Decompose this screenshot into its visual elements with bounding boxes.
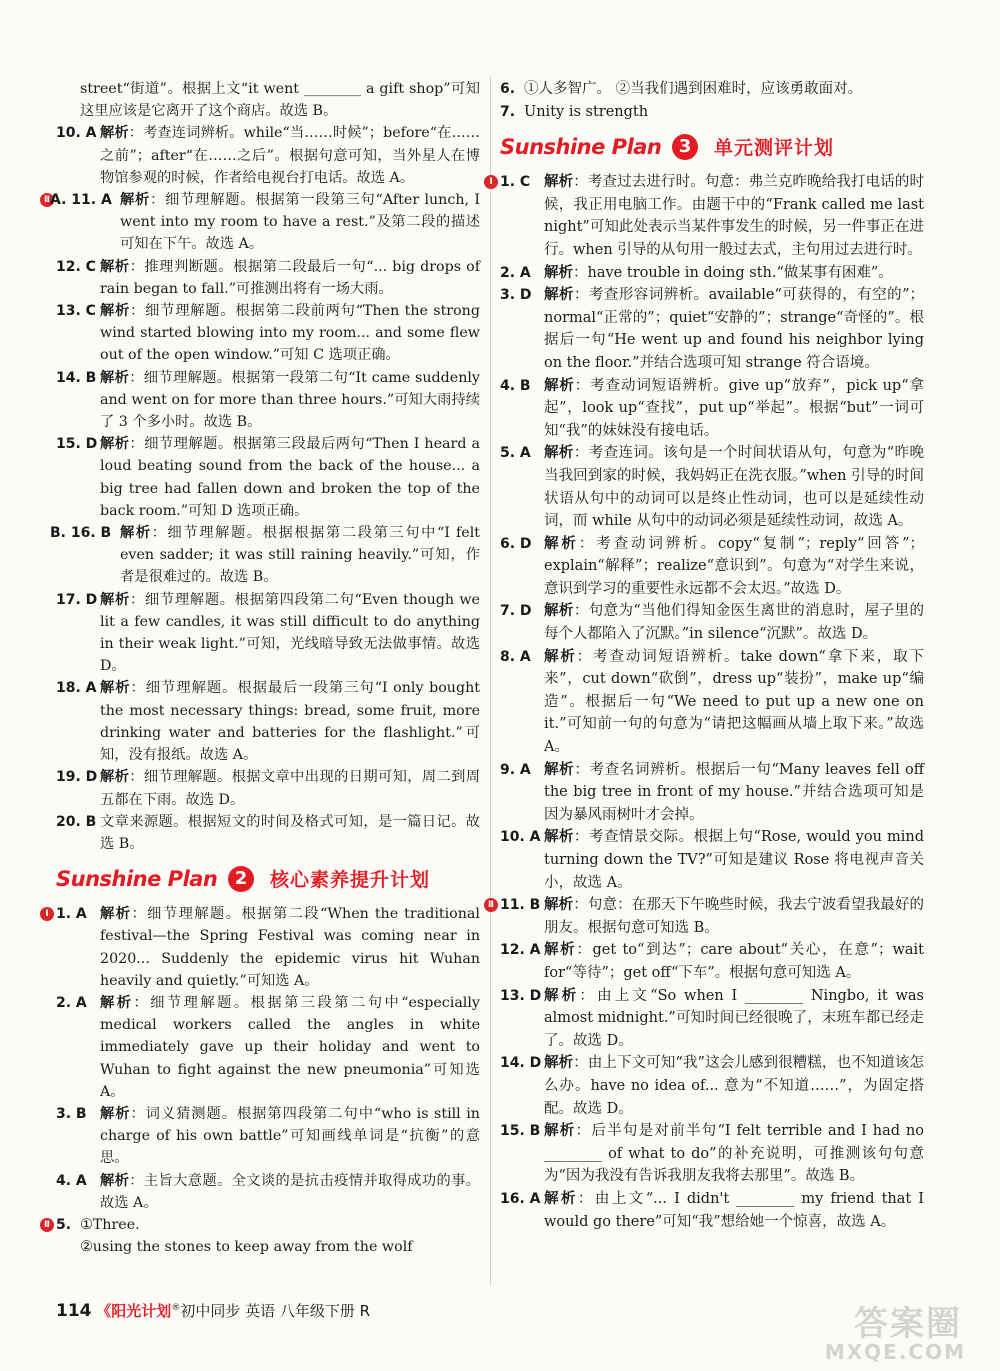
section-brand: Sunshine Plan: [56, 867, 218, 892]
answer-text: ：句意：在那天下午晚些时候，我去宁波看望我最好的朋友。根据句意可知选 B。: [544, 897, 925, 936]
analysis-label: 解析: [544, 287, 574, 304]
answer-item: [500, 533, 924, 601]
answer-item: [500, 1188, 924, 1233]
question-number: 8. A: [500, 648, 531, 665]
answer-item: [500, 985, 924, 1053]
answer-item: [500, 939, 924, 984]
answer-text: ：细节理解题。根据第一段第三句“After lunch, I went into my room to have a rest.”及第二段的描述可知在下午。故选 A。: [120, 192, 480, 253]
analysis-label: 解析: [544, 1190, 578, 1207]
question-number: 12. A: [500, 942, 541, 959]
part-marker-icon: Ⅰ: [40, 907, 54, 921]
answer-text: ：细节理解题。根据第一段第二句“It came suddenly and went on for more than three hours.”可知大雨持续了 3 个多小时。故选 B。: [100, 369, 480, 431]
answer-text: ：考查连词辨析。while“当……时候”；before“在……之前”；after“在……之后”。根据句意可知，当外星人在博物馆参观的时候，作者给电视台打电话。故选 A。: [100, 125, 480, 186]
question-number: 13. C: [56, 303, 96, 320]
question-number: 7. D: [500, 603, 532, 620]
answer-item: [500, 375, 924, 443]
left-column: [44, 78, 480, 1258]
analysis-label: 解析: [544, 1123, 576, 1140]
column-divider: [490, 76, 491, 1286]
answer-item: [500, 442, 924, 532]
answer-item: [500, 1052, 924, 1120]
analysis-label: 解析: [100, 369, 130, 386]
question-number: 15. D: [56, 436, 98, 453]
question-number: 3. B: [56, 1105, 87, 1122]
answer-text: ：考查名词辨析。根据后一句“Many leaves fell off the big tree in front of my house.”并结合选项可知是因为暴风雨树叶才会掉。: [544, 761, 925, 823]
answer-item: [56, 992, 480, 1103]
analysis-label: 解析: [544, 264, 573, 281]
question-number: 17. D: [56, 591, 98, 608]
answer-text: ：细节理解题。根据第二段前两句“Then the strong wind started blowing into my room... and some flew out of the open window.”可知 C 选项正确。: [100, 303, 480, 364]
footer-brand: 阳光计划: [111, 1302, 172, 1320]
question-number: 18. A: [56, 680, 97, 697]
answer-item: [44, 189, 480, 256]
question-number: 6.: [500, 81, 516, 97]
question-number: 1. A: [56, 906, 87, 923]
answer-item: [488, 894, 925, 939]
answer-text: ：细节理解题。根据第三段最后两句“Then I heard a loud beating sound from the back of the house... a big tree had fallen down and broken the top of the back room.”可知 D 选项正确。: [100, 436, 480, 519]
answer-item: [500, 78, 924, 101]
answer-text: ：细节理解题。根据文章中出现的日期可知，周二到周五都在下雨。故选 D。: [100, 769, 480, 808]
right-column: [488, 78, 925, 1233]
analysis-label: 解析: [100, 125, 129, 142]
answer-item: [56, 811, 480, 855]
answer-item: [500, 262, 924, 285]
analysis-label: 解析: [544, 942, 577, 959]
analysis-label: 解析: [544, 648, 577, 665]
question-number: B. 16. B: [50, 525, 112, 542]
answer-text: ：考查情景交际。根据上句“Rose, would you mind turning down the TV?”可知是建议 Rose 将电视声音关小，故选 A。: [544, 829, 924, 891]
answer-text: ：词义猜测题。根据第四段第二句中“who is still in charge of his own battle”可知画线单词是“抗衡”的意思。: [100, 1105, 480, 1167]
analysis-label: 解析: [544, 603, 574, 620]
analysis-label: 解析: [544, 761, 575, 778]
question-number: 5.: [56, 1216, 72, 1233]
question-number: 15. B: [500, 1123, 541, 1140]
question-number: 7.: [500, 103, 516, 120]
question-number: 11. B: [500, 897, 541, 914]
question-number: 16. A: [500, 1190, 541, 1207]
chevron-icon: 《: [96, 1302, 112, 1320]
answer-text: ：考查形容词辨析。available“可获得的，有空的”；normal“正常的”；quiet“安静的”；strange“奇怪的”。根据后一句“He went up and found his neighbor lying on the floor.”并结合选项可知 strange 符合语境。: [544, 287, 925, 371]
answer-text: ：细节理解题。根据第二段“When the traditional festival—the Spring Festival was coming near in 2020... Suddenly the epidemic virus hit Wuhan heavily and quietly.”可知选 A。: [100, 906, 480, 989]
analysis-label: 解析: [100, 1105, 131, 1122]
answer-text: street“街道”。根据上文“it went ________ a gift shop”可知这里应该是它离开了这个商店。故选 B。: [80, 81, 480, 120]
question-number: 20. B: [56, 813, 97, 830]
analysis-label: 解析: [544, 174, 574, 191]
part-marker-icon: Ⅱ: [484, 898, 498, 912]
answer-text: ：句意为“当他们得知金医生离世的消息时，屋子里的每个人都陷入了沉默。”in silence“沉默”。故选 D。: [544, 603, 924, 643]
question-number: 13. D: [500, 987, 542, 1004]
answer-item: [56, 122, 480, 189]
section-heading: [500, 131, 924, 165]
analysis-label: 解析: [544, 445, 574, 462]
answer-text: ：考查连词。该句是一个时间状语从句，句意为“昨晚当我回到家的时候，我妈妈正在洗衣服。”when 引导的时间状语从句中的动词可以是终止性动词，也可以是延续性动词，而 while 从句中的动词必须是延续性动词，故选 A。: [544, 445, 924, 530]
answer-item: [56, 256, 480, 300]
answer-text: ：考查动词短语辨析。give up“放弃”，pick up“拿起”，look up“查找”，put up“举起”。根据“but”一词可知“我”的妹妹没有接电话。: [544, 377, 924, 439]
part-marker-icon: Ⅱ: [40, 193, 54, 207]
section-title: 单元测评计划: [714, 137, 835, 160]
analysis-label: 解析: [544, 1055, 574, 1072]
page-footer: [56, 1300, 370, 1321]
answer-text: ：由上文“... I didn't ________ my friend that I would go there”可知“我”想给她一个惊喜，故选 A。: [544, 1190, 925, 1230]
answer-text: ①人多智广。 ②当我们遇到困难时，应该勇敢面对。: [524, 81, 863, 97]
answer-text: ：细节理解题。根据第四段第二句“Even though we lit a few candles, it was still difficult to do anything in their weak light.”可知，光线暗导致无法做事情。故选 D。: [100, 591, 480, 675]
answer-text: ：后半句是对前半句“I felt terrible and I had no ________ of what to do”的补充说明，可推测该句句意为“因为我没有告诉我朋友我将去那里”。故选 B。: [544, 1123, 925, 1185]
question-number: 10. A: [500, 829, 541, 846]
analysis-label: 解析: [100, 436, 130, 453]
answer-item: [45, 903, 480, 992]
answer-item: [500, 284, 924, 374]
question-number: 2. A: [56, 994, 87, 1011]
answer-text: ①Three.: [80, 1216, 140, 1233]
registered-mark: ®: [171, 1303, 181, 1313]
answer-continuation: [56, 78, 480, 122]
question-number: 1. C: [500, 174, 531, 191]
question-number: 2. A: [500, 264, 531, 281]
answer-text: ②using the stones to keep away from the wolf: [80, 1239, 413, 1256]
answer-item: [489, 171, 925, 261]
answer-text: ：细节理解题。根据根据第二段第三句中“I felt even sadder; it was still raining heavily.”可知，作者是很难过的。故选 B。: [120, 525, 480, 586]
question-number: 14. B: [56, 369, 97, 386]
analysis-label: 解析: [100, 680, 131, 697]
section-heading: [56, 863, 480, 897]
watermark-logo: [800, 1296, 970, 1366]
question-number: A. 11. A: [50, 192, 112, 209]
question-number: 4. B: [500, 377, 531, 394]
answer-item: [500, 826, 924, 894]
answer-text: Unity is strength: [524, 103, 649, 120]
question-number: 12. C: [56, 258, 96, 275]
question-number: 5. A: [500, 445, 531, 462]
answer-item: [500, 600, 924, 645]
answer-text: 文章来源题。根据短文的时间及格式可知，是一篇日记。故选 B。: [100, 813, 480, 852]
answer-item: [50, 522, 480, 589]
answer-item: [500, 1120, 924, 1188]
watermark-line2: MXQE.COM: [824, 1340, 966, 1364]
answer-item: [500, 101, 924, 124]
question-number: 19. D: [56, 769, 98, 786]
question-number: 14. D: [500, 1055, 542, 1072]
page-number: 114: [56, 1301, 92, 1321]
answer-text: ：get to“到达”；care about“关心，在意”；wait for“等待”；get off“下车”。根据句意可知选 A。: [544, 942, 924, 981]
question-number: 6. D: [500, 535, 532, 552]
answer-text: ：由上文“So when I ________ Ningbo, it was almost midnight.”可知时间已经很晚了，末班车都已经走了。故选 D。: [544, 987, 924, 1049]
answer-item: [56, 1170, 480, 1214]
analysis-label: 解析: [544, 829, 574, 846]
analysis-label: 解析: [100, 258, 130, 275]
answer-item: [56, 677, 480, 766]
analysis-label: 解析: [120, 525, 152, 542]
question-number: 3. D: [500, 287, 532, 304]
answer-text: ：have trouble in doing sth.“做某事有困难”。: [573, 264, 893, 281]
section-brand: Sunshine Plan: [500, 135, 662, 160]
section-number-badge: 2: [228, 866, 254, 892]
analysis-label: 解析: [100, 906, 132, 923]
answer-text: ：由上下文可知“我”这会儿感到很糟糕，也不知道该怎么办。have no idea of... 意为“不知道……”，为固定搭配。故选 D。: [544, 1055, 925, 1117]
footer-book-title: 初中同步 英语 八年级下册 R: [180, 1302, 371, 1320]
answer-text: ：考查过去进行时。句意：弗兰克昨晚给我打电话的时候，我正用电脑工作。由题干中的“Frank called me last night”可知此处表示当某件事发生的时候，另一件事正在进行。when 引导的从句用一般过去式，主句用过去进行时。: [544, 174, 925, 258]
answer-item: [56, 300, 480, 367]
answer-text: ：细节理解题。根据最后一段第三句“I only bought the most necessary things: bread, some fruit, more drinking water and batteries for the flashlight.”可知，没有报纸。故选 A。: [100, 680, 480, 764]
section-number-badge: 3: [672, 134, 698, 160]
analysis-label: 解析: [100, 591, 130, 608]
question-number: 9. A: [500, 761, 531, 778]
answer-item: [56, 367, 480, 434]
analysis-label: 解析: [100, 769, 130, 786]
answer-text: ：考查动词短语辨析。take down“拿下来，取下来”，cut down“砍倒”，dress up“装扮”，make up“编造”。根据后一句“We need to put up a new one on it.”可知前一句的句意为“请把这幅画从墙上取下来。”故选 A。: [544, 648, 925, 756]
question-number: 4. A: [56, 1172, 87, 1189]
question-number: 10. A: [56, 125, 97, 142]
analysis-label: 解析: [120, 192, 151, 209]
answer-item: [500, 646, 924, 759]
answer-text: ：细节理解题。根据第三段第二句中“especially medical workers called the angles in white immediately gave up their holiday and went to Wuhan to fight against the new pneumonia”可知选 A。: [100, 994, 480, 1100]
analysis-label: 解析: [100, 994, 134, 1011]
section-title: 核心素养提升计划: [270, 869, 431, 892]
answer-item: [44, 1214, 480, 1236]
part-marker-icon: Ⅱ: [40, 1218, 54, 1232]
answer-item: [500, 759, 924, 827]
analysis-label: 解析: [544, 987, 580, 1004]
answer-item: [56, 433, 480, 522]
answer-item: [56, 589, 480, 678]
answer-item: [56, 766, 480, 810]
answer-continuation: [56, 1236, 480, 1258]
analysis-label: 解析: [544, 535, 579, 552]
part-marker-icon: Ⅰ: [484, 175, 498, 189]
analysis-label: 解析: [544, 377, 575, 394]
analysis-label: 解析: [100, 303, 131, 320]
answer-text: ：考查动词辨析。copy“复制”；reply“回答”；explain“解释”；realize“意识到”。句意为“对学生来说，意识到学习的重要性永远都不会太迟。”故选 D。: [544, 535, 925, 597]
answer-item: [56, 1103, 480, 1170]
watermark-line1: 答案圈: [854, 1304, 962, 1344]
analysis-label: 解析: [544, 897, 574, 914]
answer-text: ：推理判断题。根据第二段最后一句“... big drops of rain began to fall.”可推测出将有一场大雨。: [100, 258, 480, 297]
answer-text: ：主旨大意题。全文谈的是抗击疫情并取得成功的事。故选 A。: [100, 1172, 480, 1211]
analysis-label: 解析: [100, 1172, 130, 1189]
